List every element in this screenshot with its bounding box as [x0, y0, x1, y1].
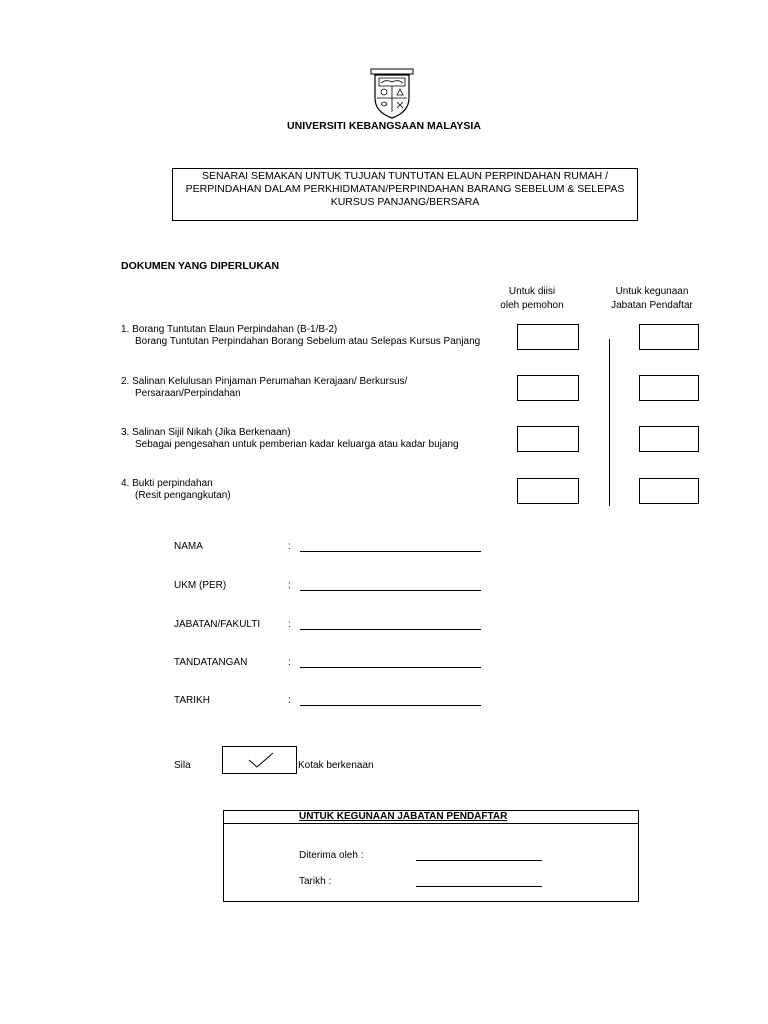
document-item-3: [121, 427, 459, 451]
ukm-per-field[interactable]: [300, 590, 481, 591]
registrar-column-line: Jabatan Pendaftar: [611, 300, 693, 311]
signature-field[interactable]: [300, 667, 481, 668]
form-title-line: PERPINDAHAN DALAM PERKHIDMATAN/PERPINDAHAN BARANG SEBELUM & SELEPAS: [185, 183, 625, 195]
office-date-label: Tarikh :: [299, 876, 332, 887]
applicant-column-line: Untuk diisi: [508, 286, 556, 297]
university-name: UNIVERSITI KEBANGSAAN MALAYSIA: [287, 120, 481, 132]
example-checkbox: [222, 746, 297, 774]
instruction-prefix: Sila: [174, 760, 191, 771]
checkmark-icon: [223, 747, 296, 773]
form-title-box: [172, 168, 638, 221]
registrar-checkbox-3[interactable]: [639, 426, 699, 452]
received-by-label: Diterima oleh :: [299, 850, 364, 861]
item-title: 3. Salinan Sijil Nikah (Jika Berkenaan): [121, 427, 291, 438]
field-colon: :: [288, 695, 291, 706]
ukm-crest-icon: [370, 68, 414, 120]
field-colon: :: [288, 580, 291, 591]
registrar-checkbox-4[interactable]: [639, 478, 699, 504]
registrar-column-line: Untuk kegunaan: [615, 286, 689, 297]
applicant-column-line: oleh pemohon: [500, 300, 564, 311]
applicant-checkbox-1[interactable]: [517, 324, 579, 350]
office-use-header: [224, 811, 638, 824]
date-label: TARIKH: [174, 695, 210, 706]
document-item-4: [121, 478, 231, 502]
applicant-checkbox-4[interactable]: [517, 478, 579, 504]
form-title-line: KURSUS PANJANG/BERSARA: [330, 196, 480, 208]
name-field[interactable]: [300, 551, 481, 552]
instruction-suffix: Kotak berkenaan: [298, 760, 374, 771]
item-detail: (Resit pengangkutan): [135, 490, 231, 501]
field-colon: :: [288, 619, 291, 630]
received-by-field[interactable]: [416, 860, 542, 861]
item-detail: Borang Tuntutan Perpindahan Borang Sebelum atau Selepas Kursus Panjang: [135, 336, 481, 347]
field-colon: :: [288, 541, 291, 552]
registrar-checkbox-1[interactable]: [639, 324, 699, 350]
item-title: 1. Borang Tuntutan Elaun Perpindahan (B-1/B-2): [121, 324, 338, 335]
column-divider: [609, 339, 610, 506]
field-colon: :: [288, 657, 291, 668]
document-item-2: [121, 376, 407, 400]
applicant-checkbox-3[interactable]: [517, 426, 579, 452]
item-detail: Sebagai pengesahan untuk pemberian kadar keluarga atau kadar bujang: [135, 439, 459, 450]
item-title: 4. Bukti perpindahan: [121, 478, 213, 489]
form-title-line: SENARAI SEMAKAN UNTUK TUJUAN TUNTUTAN ELAUN PERPINDAHAN RUMAH /: [201, 170, 609, 182]
office-use-heading: UNTUK KEGUNAAN JABATAN PENDAFTAR: [299, 811, 508, 822]
registrar-checkbox-2[interactable]: [639, 375, 699, 401]
department-field[interactable]: [300, 629, 481, 630]
applicant-checkbox-2[interactable]: [517, 375, 579, 401]
department-label: JABATAN/FAKULTI: [174, 619, 261, 630]
item-detail: Persaraan/Perpindahan: [135, 388, 241, 399]
ukm-per-label: UKM (PER): [174, 580, 227, 591]
registrar-column-header: [596, 285, 708, 313]
office-use-box: [223, 810, 639, 902]
documents-heading: DOKUMEN YANG DIPERLUKAN: [121, 260, 280, 272]
signature-label: TANDATANGAN: [174, 657, 248, 668]
date-field[interactable]: [300, 705, 481, 706]
name-label: NAMA: [174, 541, 203, 552]
office-date-field[interactable]: [416, 886, 542, 887]
document-item-1: [121, 324, 480, 348]
item-title: 2. Salinan Kelulusan Pinjaman Perumahan Kerajaan/ Berkursus/: [121, 376, 408, 387]
applicant-column-header: [482, 285, 582, 313]
